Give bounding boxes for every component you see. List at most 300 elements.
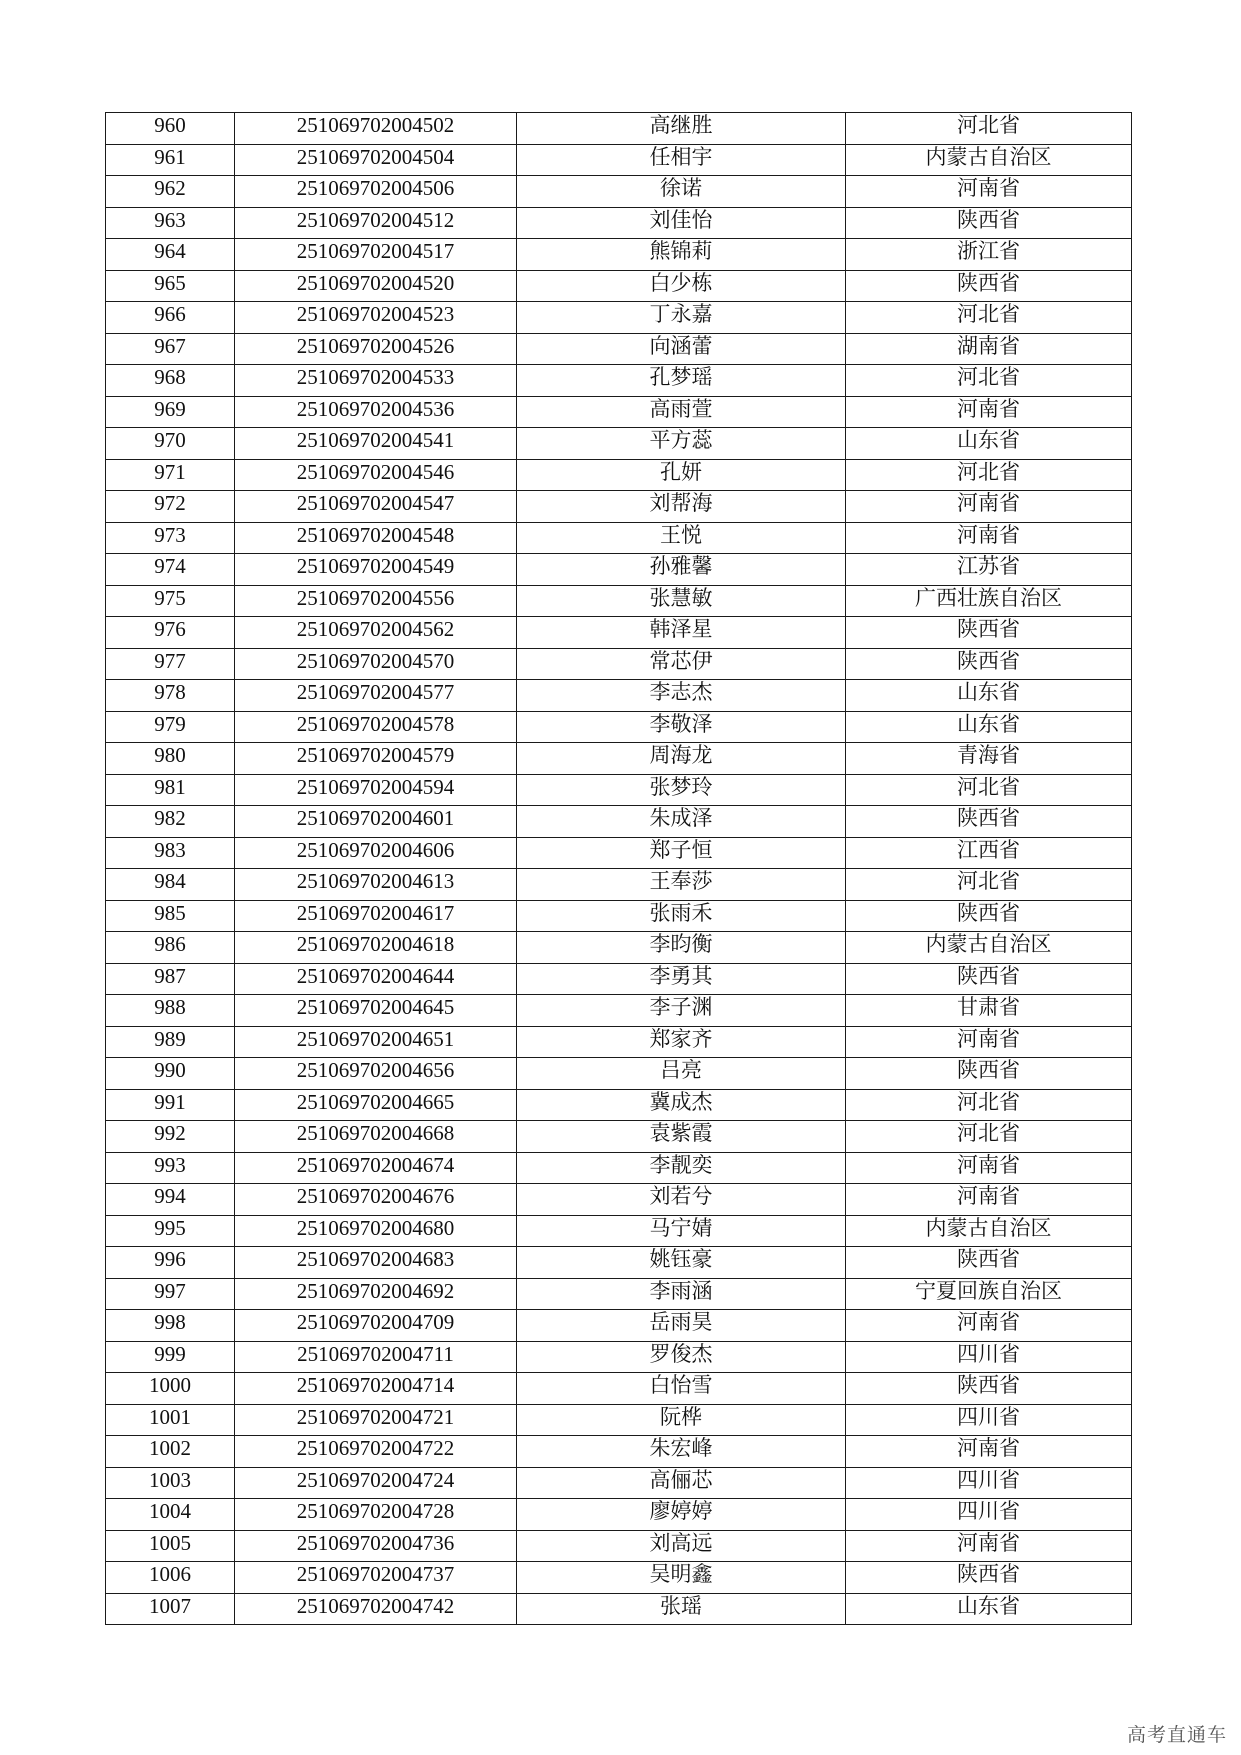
- cell-exam-id-text: 251069702004504: [296, 144, 455, 169]
- cell-seq-text: 980: [154, 743, 186, 768]
- cell-name-text: 冀成杰: [649, 1089, 713, 1114]
- cell-seq-text: 972: [154, 491, 186, 516]
- cell-name: [517, 963, 846, 995]
- cell-name-text: 高俪芯: [649, 1467, 713, 1492]
- cell-exam-id: [235, 995, 517, 1027]
- cell-seq-text: 987: [154, 963, 186, 988]
- cell-exam-id: [235, 1467, 517, 1499]
- cell-province: [846, 1593, 1132, 1625]
- cell-province: [846, 1278, 1132, 1310]
- cell-province: [846, 396, 1132, 428]
- cell-exam-id: [235, 1404, 517, 1436]
- cell-name-text: 常芯伊: [649, 648, 713, 673]
- cell-province-text: 陕西省: [957, 1247, 1020, 1272]
- cell-name: [517, 1184, 846, 1216]
- cell-seq: [106, 617, 235, 649]
- cell-seq: [106, 1436, 235, 1468]
- cell-exam-id-text: 251069702004548: [296, 522, 455, 547]
- table-row: [106, 932, 1132, 964]
- cell-exam-id: [235, 1278, 517, 1310]
- cell-seq: [106, 270, 235, 302]
- cell-seq: [106, 207, 235, 239]
- cell-seq: [106, 1058, 235, 1090]
- cell-seq: [106, 585, 235, 617]
- cell-province: [846, 585, 1132, 617]
- cell-seq-text: 1005: [149, 1530, 191, 1555]
- table-row: [106, 176, 1132, 208]
- table-row: [106, 1467, 1132, 1499]
- cell-seq: [106, 1562, 235, 1594]
- cell-seq-text: 965: [154, 270, 186, 295]
- cell-seq: [106, 1373, 235, 1405]
- table-row: [106, 396, 1132, 428]
- cell-province: [846, 1152, 1132, 1184]
- cell-province-text: 内蒙古自治区: [925, 1215, 1052, 1240]
- cell-province-text: 河北省: [957, 302, 1020, 327]
- cell-name-text: 廖婷婷: [649, 1499, 713, 1524]
- cell-seq: [106, 1467, 235, 1499]
- cell-province-text: 河南省: [957, 1436, 1020, 1461]
- cell-name: [517, 207, 846, 239]
- cell-exam-id-text: 251069702004512: [296, 207, 455, 232]
- cell-name-text: 朱成泽: [649, 806, 713, 831]
- cell-exam-id: [235, 1026, 517, 1058]
- cell-province: [846, 1530, 1132, 1562]
- cell-exam-id: [235, 1562, 517, 1594]
- cell-name: [517, 585, 846, 617]
- cell-province-text: 河南省: [957, 176, 1020, 201]
- cell-province: [846, 1562, 1132, 1594]
- cell-seq: [106, 1184, 235, 1216]
- cell-exam-id-text: 251069702004676: [296, 1184, 455, 1209]
- cell-name: [517, 617, 846, 649]
- cell-province-text: 河北省: [957, 1089, 1020, 1114]
- table-row: [106, 743, 1132, 775]
- cell-seq: [106, 995, 235, 1027]
- cell-name: [517, 1562, 846, 1594]
- table-row: [106, 1310, 1132, 1342]
- cell-name-text: 张雨禾: [649, 900, 713, 925]
- cell-seq: [106, 1310, 235, 1342]
- cell-name-text: 李昀衡: [649, 932, 713, 957]
- cell-name-text: 马宁婧: [649, 1215, 713, 1240]
- cell-exam-id-text: 251069702004523: [296, 302, 455, 327]
- cell-province-text: 四川省: [957, 1499, 1020, 1524]
- cell-name-text: 刘佳怡: [649, 207, 713, 232]
- table-row: [106, 428, 1132, 460]
- cell-exam-id-text: 251069702004502: [296, 113, 455, 138]
- cell-seq: [106, 1278, 235, 1310]
- cell-exam-id: [235, 1058, 517, 1090]
- cell-province-text: 山东省: [957, 680, 1020, 705]
- cell-name: [517, 522, 846, 554]
- cell-seq-text: 986: [154, 932, 186, 957]
- cell-name: [517, 1058, 846, 1090]
- cell-exam-id-text: 251069702004674: [296, 1152, 455, 1177]
- cell-province: [846, 176, 1132, 208]
- cell-exam-id-text: 251069702004668: [296, 1121, 455, 1146]
- cell-province-text: 河南省: [957, 396, 1020, 421]
- cell-exam-id: [235, 1184, 517, 1216]
- cell-exam-id: [235, 1215, 517, 1247]
- cell-exam-id-text: 251069702004680: [296, 1215, 455, 1240]
- cell-seq: [106, 1089, 235, 1121]
- cell-seq-text: 985: [154, 900, 186, 925]
- cell-name-text: 郑子恒: [649, 837, 713, 862]
- cell-exam-id: [235, 554, 517, 586]
- cell-name: [517, 1404, 846, 1436]
- cell-exam-id: [235, 648, 517, 680]
- cell-exam-id-text: 251069702004579: [296, 743, 455, 768]
- cell-province: [846, 1341, 1132, 1373]
- table-row: [106, 963, 1132, 995]
- cell-province-text: 宁夏回族自治区: [915, 1278, 1062, 1303]
- cell-name: [517, 1341, 846, 1373]
- cell-name-text: 刘若兮: [649, 1184, 713, 1209]
- cell-province: [846, 1184, 1132, 1216]
- table-row: [106, 869, 1132, 901]
- cell-exam-id-text: 251069702004665: [296, 1089, 455, 1114]
- cell-seq: [106, 302, 235, 334]
- cell-province-text: 河北省: [957, 365, 1020, 390]
- cell-seq-text: 1001: [149, 1404, 191, 1429]
- table-row: [106, 302, 1132, 334]
- cell-province: [846, 1247, 1132, 1279]
- cell-province-text: 河北省: [957, 1121, 1020, 1146]
- cell-name: [517, 239, 846, 271]
- cell-exam-id: [235, 585, 517, 617]
- cell-name: [517, 932, 846, 964]
- cell-province: [846, 1310, 1132, 1342]
- cell-name: [517, 144, 846, 176]
- cell-name-text: 王奉莎: [649, 869, 713, 894]
- cell-seq: [106, 1499, 235, 1531]
- cell-exam-id: [235, 239, 517, 271]
- cell-seq: [106, 522, 235, 554]
- cell-exam-id-text: 251069702004742: [296, 1593, 455, 1618]
- cell-province: [846, 270, 1132, 302]
- cell-name: [517, 1247, 846, 1279]
- table-row: [106, 239, 1132, 271]
- cell-province: [846, 1058, 1132, 1090]
- cell-name: [517, 1467, 846, 1499]
- cell-seq: [106, 1152, 235, 1184]
- cell-seq: [106, 774, 235, 806]
- cell-seq-text: 967: [154, 333, 186, 358]
- cell-exam-id-text: 251069702004533: [296, 365, 455, 390]
- cell-name-text: 刘高远: [649, 1530, 713, 1555]
- cell-name: [517, 869, 846, 901]
- cell-name-text: 高继胜: [649, 113, 713, 138]
- cell-exam-id-text: 251069702004506: [296, 176, 455, 201]
- table-row: [106, 711, 1132, 743]
- table-row: [106, 1184, 1132, 1216]
- table-row: [106, 365, 1132, 397]
- cell-seq: [106, 491, 235, 523]
- cell-exam-id: [235, 1121, 517, 1153]
- table-row: [106, 1026, 1132, 1058]
- cell-exam-id-text: 251069702004644: [296, 963, 455, 988]
- cell-exam-id: [235, 617, 517, 649]
- cell-province-text: 河南省: [957, 1184, 1020, 1209]
- cell-province: [846, 1026, 1132, 1058]
- cell-exam-id: [235, 1247, 517, 1279]
- cell-name-text: 向涵蕾: [649, 333, 713, 358]
- cell-exam-id-text: 251069702004711: [297, 1341, 454, 1366]
- cell-province: [846, 333, 1132, 365]
- cell-name-text: 李靓奕: [649, 1152, 713, 1177]
- cell-province: [846, 144, 1132, 176]
- cell-province-text: 陕西省: [957, 963, 1020, 988]
- cell-exam-id-text: 251069702004547: [296, 491, 455, 516]
- cell-seq-text: 989: [154, 1026, 186, 1051]
- cell-exam-id-text: 251069702004724: [296, 1467, 455, 1492]
- cell-exam-id: [235, 1089, 517, 1121]
- cell-province-text: 广西壮族自治区: [915, 585, 1062, 610]
- cell-exam-id: [235, 963, 517, 995]
- cell-name-text: 熊锦莉: [649, 239, 713, 264]
- cell-seq: [106, 900, 235, 932]
- cell-province: [846, 648, 1132, 680]
- cell-seq-text: 971: [154, 459, 186, 484]
- watermark: 高考直通车: [1126, 1724, 1227, 1746]
- cell-name: [517, 1089, 846, 1121]
- cell-seq: [106, 333, 235, 365]
- cell-province-text: 江西省: [957, 837, 1020, 862]
- cell-province-text: 四川省: [957, 1404, 1020, 1429]
- cell-exam-id-text: 251069702004736: [296, 1530, 455, 1555]
- cell-name: [517, 1278, 846, 1310]
- cell-seq-text: 1003: [149, 1467, 191, 1492]
- cell-exam-id: [235, 176, 517, 208]
- cell-province-text: 内蒙古自治区: [925, 932, 1052, 957]
- table-row: [106, 900, 1132, 932]
- cell-name: [517, 1026, 846, 1058]
- cell-province-text: 河南省: [957, 491, 1020, 516]
- cell-name: [517, 837, 846, 869]
- cell-exam-id: [235, 774, 517, 806]
- cell-seq: [106, 1215, 235, 1247]
- table-row: [106, 1278, 1132, 1310]
- cell-exam-id-text: 251069702004645: [296, 995, 455, 1020]
- cell-name: [517, 1310, 846, 1342]
- cell-province: [846, 365, 1132, 397]
- cell-exam-id: [235, 932, 517, 964]
- cell-exam-id-text: 251069702004651: [296, 1026, 455, 1051]
- cell-seq-text: 996: [154, 1247, 186, 1272]
- cell-province: [846, 491, 1132, 523]
- cell-name: [517, 774, 846, 806]
- cell-seq-text: 1002: [149, 1436, 191, 1461]
- cell-seq-text: 976: [154, 617, 186, 642]
- cell-name-text: 吕亮: [660, 1058, 702, 1083]
- cell-seq: [106, 1341, 235, 1373]
- cell-province: [846, 680, 1132, 712]
- cell-seq-text: 992: [154, 1121, 186, 1146]
- table-row: [106, 648, 1132, 680]
- cell-exam-id-text: 251069702004709: [296, 1310, 455, 1335]
- cell-seq-text: 1004: [149, 1499, 191, 1524]
- cell-exam-id-text: 251069702004721: [296, 1404, 455, 1429]
- cell-name-text: 李雨涵: [649, 1278, 713, 1303]
- cell-seq: [106, 711, 235, 743]
- cell-seq: [106, 869, 235, 901]
- cell-seq-text: 979: [154, 711, 186, 736]
- cell-name: [517, 1152, 846, 1184]
- cell-province: [846, 1404, 1132, 1436]
- cell-province-text: 陕西省: [957, 806, 1020, 831]
- cell-name-text: 张慧敏: [649, 585, 713, 610]
- cell-seq-text: 998: [154, 1310, 186, 1335]
- cell-seq-text: 978: [154, 680, 186, 705]
- cell-seq-text: 973: [154, 522, 186, 547]
- cell-seq-text: 1006: [149, 1562, 191, 1587]
- cell-province: [846, 932, 1132, 964]
- table-row: [106, 585, 1132, 617]
- cell-seq: [106, 396, 235, 428]
- cell-seq-text: 1000: [149, 1373, 191, 1398]
- cell-name-text: 孔梦瑶: [649, 365, 713, 390]
- cell-province-text: 内蒙古自治区: [925, 144, 1052, 169]
- cell-province: [846, 995, 1132, 1027]
- cell-province: [846, 963, 1132, 995]
- cell-name: [517, 900, 846, 932]
- cell-exam-id: [235, 869, 517, 901]
- cell-province-text: 青海省: [957, 743, 1020, 768]
- cell-province: [846, 743, 1132, 775]
- cell-exam-id-text: 251069702004722: [296, 1436, 455, 1461]
- cell-province-text: 河南省: [957, 1026, 1020, 1051]
- cell-seq: [106, 932, 235, 964]
- cell-name-text: 徐诺: [660, 176, 702, 201]
- cell-name-text: 岳雨昊: [649, 1310, 713, 1335]
- cell-name-text: 吴明鑫: [649, 1562, 713, 1587]
- cell-province-text: 浙江省: [957, 239, 1020, 264]
- cell-seq: [106, 1530, 235, 1562]
- cell-seq: [106, 144, 235, 176]
- cell-exam-id-text: 251069702004546: [296, 459, 455, 484]
- cell-name-text: 白怡雪: [649, 1373, 713, 1398]
- cell-seq-text: 981: [154, 774, 186, 799]
- cell-seq: [106, 176, 235, 208]
- table-row: [106, 1593, 1132, 1625]
- cell-name-text: 张瑶: [660, 1593, 702, 1618]
- cell-exam-id: [235, 144, 517, 176]
- cell-exam-id-text: 251069702004613: [296, 869, 455, 894]
- cell-province-text: 河北省: [957, 113, 1020, 138]
- cell-seq: [106, 428, 235, 460]
- cell-province-text: 甘肃省: [957, 995, 1020, 1020]
- cell-exam-id-text: 251069702004728: [296, 1499, 455, 1524]
- cell-exam-id: [235, 1499, 517, 1531]
- cell-name: [517, 995, 846, 1027]
- cell-seq-text: 982: [154, 806, 186, 831]
- cell-exam-id: [235, 1373, 517, 1405]
- cell-seq-text: 961: [154, 144, 186, 169]
- cell-seq-text: 964: [154, 239, 186, 264]
- cell-seq: [106, 239, 235, 271]
- cell-exam-id: [235, 333, 517, 365]
- cell-province: [846, 428, 1132, 460]
- cell-name: [517, 428, 846, 460]
- cell-name: [517, 1593, 846, 1625]
- cell-name: [517, 333, 846, 365]
- cell-province-text: 陕西省: [957, 1562, 1020, 1587]
- cell-exam-id: [235, 1593, 517, 1625]
- cell-province-text: 陕西省: [957, 900, 1020, 925]
- table-row: [106, 774, 1132, 806]
- cell-exam-id-text: 251069702004606: [296, 837, 455, 862]
- table-row: [106, 1530, 1132, 1562]
- cell-seq: [106, 648, 235, 680]
- table-row: [106, 1247, 1132, 1279]
- cell-exam-id-text: 251069702004601: [296, 806, 455, 831]
- cell-seq-text: 962: [154, 176, 186, 201]
- cell-exam-id-text: 251069702004618: [296, 932, 455, 957]
- cell-exam-id-text: 251069702004517: [296, 239, 455, 264]
- cell-exam-id-text: 251069702004570: [296, 648, 455, 673]
- cell-exam-id-text: 251069702004556: [296, 585, 455, 610]
- cell-province-text: 河南省: [957, 522, 1020, 547]
- cell-exam-id-text: 251069702004656: [296, 1058, 455, 1083]
- cell-province-text: 河北省: [957, 459, 1020, 484]
- cell-exam-id: [235, 900, 517, 932]
- cell-province-text: 河南省: [957, 1152, 1020, 1177]
- cell-province-text: 陕西省: [957, 617, 1020, 642]
- cell-seq-text: 966: [154, 302, 186, 327]
- cell-province-text: 河北省: [957, 774, 1020, 799]
- cell-name: [517, 302, 846, 334]
- cell-exam-id-text: 251069702004549: [296, 554, 455, 579]
- cell-name: [517, 113, 846, 145]
- cell-exam-id: [235, 207, 517, 239]
- cell-seq-text: 995: [154, 1215, 186, 1240]
- cell-name-text: 丁永嘉: [649, 302, 713, 327]
- cell-name-text: 任相宇: [649, 144, 713, 169]
- cell-province: [846, 554, 1132, 586]
- cell-exam-id-text: 251069702004594: [296, 774, 455, 799]
- cell-exam-id-text: 251069702004577: [296, 680, 455, 705]
- cell-seq-text: 988: [154, 995, 186, 1020]
- cell-province-text: 陕西省: [957, 1373, 1020, 1398]
- table-row: [106, 1089, 1132, 1121]
- cell-exam-id-text: 251069702004617: [296, 900, 455, 925]
- table-row: [106, 1373, 1132, 1405]
- cell-seq: [106, 806, 235, 838]
- cell-exam-id: [235, 1310, 517, 1342]
- cell-province: [846, 774, 1132, 806]
- cell-exam-id: [235, 396, 517, 428]
- cell-name-text: 平方蕊: [649, 428, 713, 453]
- cell-province: [846, 1121, 1132, 1153]
- cell-seq-text: 968: [154, 365, 186, 390]
- cell-province-text: 湖南省: [957, 333, 1020, 358]
- cell-name-text: 袁紫霞: [649, 1121, 713, 1146]
- cell-name: [517, 491, 846, 523]
- cell-exam-id: [235, 459, 517, 491]
- cell-province-text: 河北省: [957, 869, 1020, 894]
- cell-seq-text: 969: [154, 396, 186, 421]
- cell-name-text: 李勇其: [649, 963, 713, 988]
- cell-seq: [106, 743, 235, 775]
- cell-name-text: 李子渊: [649, 995, 713, 1020]
- cell-province: [846, 1499, 1132, 1531]
- cell-name: [517, 1499, 846, 1531]
- cell-name-text: 孔妍: [660, 459, 702, 484]
- cell-province: [846, 113, 1132, 145]
- cell-name-text: 王悦: [660, 522, 702, 547]
- cell-seq-text: 984: [154, 869, 186, 894]
